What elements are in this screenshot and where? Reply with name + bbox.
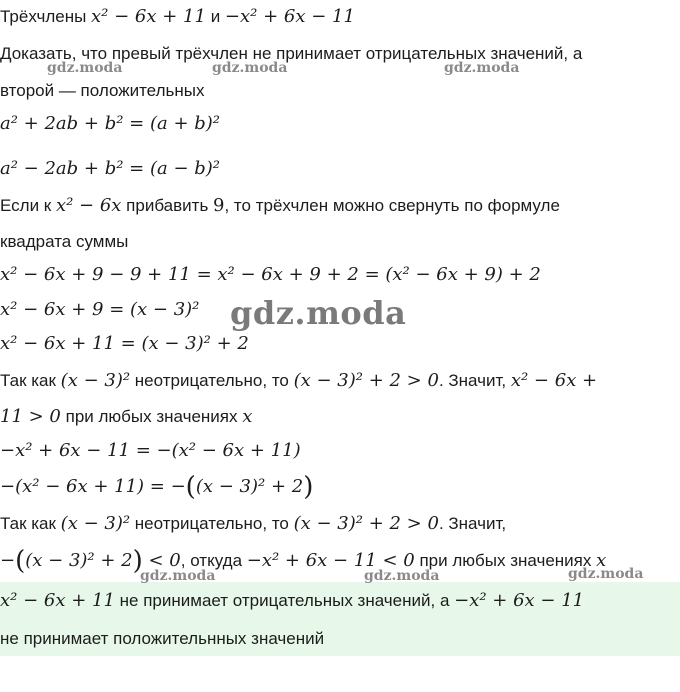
line-16-math-2: (x − 3)² + 2: [25, 550, 133, 571]
line-17-math-2: −x² + 6x − 11: [454, 590, 585, 611]
line-2: Доказать, что превый трёхчлен не принимает отрицательных значений, а: [0, 44, 583, 63]
line-17: [0, 588, 584, 614]
equation-9: x² − 6x + 9 = (x − 3)²: [0, 299, 200, 320]
watermark: gdz.moda: [212, 60, 288, 76]
line-1-text: Трёхчлены: [0, 7, 92, 26]
line-14: [0, 474, 313, 500]
line-1-and: и: [205, 7, 225, 26]
line-12-text: при любых значениях: [60, 407, 243, 426]
line-11-math-2: (x − 3)² + 2 > 0: [293, 370, 439, 391]
line-15-math-1: (x − 3)²: [60, 513, 131, 534]
line-6-text-a: Если к: [0, 196, 56, 215]
watermark: gdz.moda: [568, 566, 644, 582]
watermark: gdz.moda: [364, 568, 440, 584]
line-12-x: x: [242, 406, 253, 427]
line-16-lparen: (: [15, 546, 26, 576]
line-11-text-a: Так как: [0, 371, 61, 390]
line-18: не принимает положительнных значений: [0, 629, 325, 648]
line-16: [0, 548, 606, 574]
watermark: gdz.moda: [47, 60, 123, 76]
line-11-math-1: (x − 3)²: [60, 370, 131, 391]
line-15-math-2: (x − 3)² + 2 > 0: [293, 513, 439, 534]
line-16-math-1: −: [0, 550, 16, 571]
line-16-text-b: , откуда: [180, 551, 247, 570]
line-1-math-1: x² − 6x + 11: [91, 6, 206, 27]
equation-13: −x² + 6x − 11 = −(x² − 6x + 11): [0, 440, 301, 461]
watermark: gdz.moda: [140, 568, 216, 584]
formula-diff-square: a² − 2ab + b² = (a − b)²: [0, 158, 221, 179]
line-11-text-c: . Значит,: [438, 371, 511, 390]
line-3: второй — положительных: [0, 81, 205, 100]
line-16-x: x: [596, 550, 607, 571]
line-1-math-2: −x² + 6x − 11: [224, 6, 355, 27]
line-12: [0, 404, 252, 430]
line-12-math: 11 > 0: [0, 406, 61, 427]
line-6-text-c: , то трёхчлен можно свернуть по формуле: [224, 196, 560, 215]
watermark-large: gdz.moda: [230, 294, 407, 332]
line-1: [0, 4, 355, 30]
equation-10: x² − 6x + 11 = (x − 3)² + 2: [0, 333, 249, 354]
line-17-text: не принимает отрицательных значений, а: [114, 591, 455, 610]
line-17-math-1: x² − 6x + 11: [0, 590, 115, 611]
equation-8: x² − 6x + 9 − 9 + 11 = x² − 6x + 9 + 2 = (x² − 6x + 9) + 2: [0, 264, 541, 285]
formula-sum-square: a² + 2ab + b² = (a + b)²: [0, 113, 221, 134]
line-11-math-3: x² − 6x +: [510, 370, 598, 391]
line-16-math-3: < 0: [142, 550, 181, 571]
line-6: [0, 193, 560, 219]
line-6-math-1: x² − 6x: [55, 195, 122, 216]
line-14-math-a: −(x² − 6x + 11) = −: [0, 476, 186, 497]
watermark: gdz.moda: [444, 60, 520, 76]
line-15-text-a: Так как: [0, 514, 61, 533]
line-11: [0, 368, 597, 394]
line-15: [0, 511, 506, 537]
line-6-text-b: прибавить: [121, 196, 214, 215]
line-14-rparen: ): [303, 472, 314, 502]
line-11-text-b: неотрицательно, то: [130, 371, 294, 390]
line-15-text-c: . Значит,: [438, 514, 507, 533]
line-15-text-b: неотрицательно, то: [130, 514, 294, 533]
line-6-math-2: 9: [213, 195, 225, 216]
line-16-text-c: при любых значениях: [414, 551, 597, 570]
line-14-lparen: (: [185, 472, 196, 502]
line-16-rparen: ): [132, 546, 143, 576]
line-16-math-4: −x² + 6x − 11 < 0: [246, 550, 415, 571]
line-7: квадрата суммы: [0, 232, 129, 251]
line-14-math-b: (x − 3)² + 2: [195, 476, 304, 497]
